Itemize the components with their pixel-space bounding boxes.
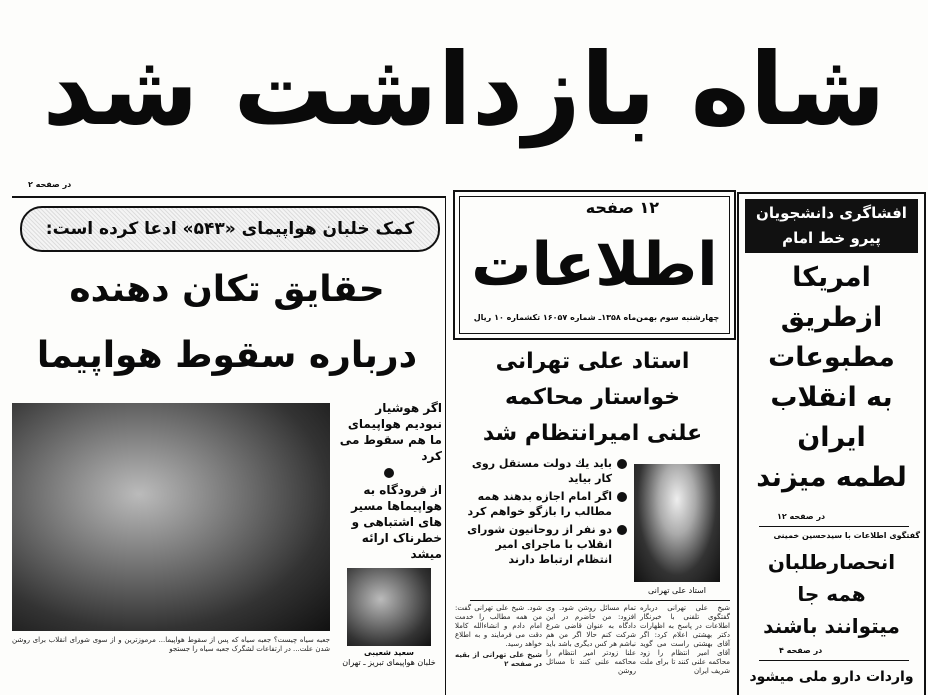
newspaper-logo: اطلاعات xyxy=(471,230,718,300)
page-count: ۱۲ صفحه xyxy=(585,198,659,217)
interview-kicker: گفتگوی اطلاعات با سیدحسین خمینی xyxy=(773,531,920,540)
main-headline: شاه بازداشت شد xyxy=(42,31,886,148)
cleric-photo-caption: استاد علی تهرانی xyxy=(648,586,706,595)
story-subheadline: درباره سقوط هواپیما xyxy=(36,335,418,376)
dateline: چهارشنبه سوم بهمن‌ماه ۱۳۵۸ـ شماره ۱۶۰۵۷ تکشماره ۱۰ ریال xyxy=(473,313,720,322)
headline-line: ایران xyxy=(797,422,866,453)
right-banner: افشاگری دانشجویان پیرو خط امام xyxy=(745,199,918,253)
portrait-photo xyxy=(347,568,431,646)
right-column xyxy=(737,192,926,695)
side-column xyxy=(336,400,442,668)
headline-line: استاد علی تهرانی xyxy=(495,349,690,374)
pilot-photo xyxy=(12,403,330,631)
headline-line: ازطریق xyxy=(780,302,883,333)
bullet-item: اگر امام اجازه بدهند همه مطالب را بازگو خواهم کرد xyxy=(458,489,628,519)
right-headline xyxy=(739,258,924,498)
headline-line: انحصارطلبان xyxy=(767,550,896,574)
center-headline xyxy=(450,344,735,452)
divider xyxy=(470,600,730,601)
headline-line: امریکا xyxy=(792,262,871,293)
headline-line: میتوانند باشند xyxy=(763,614,900,638)
text-column-3 xyxy=(455,604,542,669)
continued-note: شیخ علی تهرانی از بقیه در صفحه ۲ xyxy=(455,651,542,668)
portrait-role: خلبان هواپیمای تبریز ـ تهران xyxy=(342,658,436,667)
text-column: تمام مسائل روشن شود. وی افزود: من حاضرم در این دادگاه به عنوان قاضی شرع شرکت کنم حالا اگر من هم نباشم هر کس دیگری باشد باید علنا زودتر امیر انتظام را محاکمه علنی کنند تا مسائل روشن xyxy=(546,604,636,675)
page-reference: در صفحه ۴ xyxy=(779,646,823,655)
page-reference: در صفحه ۲ xyxy=(28,180,72,189)
bullet-icon xyxy=(384,468,394,478)
headline-line: همه جا xyxy=(797,582,866,606)
headline-line: به انقلاب xyxy=(770,382,893,413)
headline-line: مطبوعات xyxy=(768,342,895,373)
bullet-item: باید یك دولت مستقل روی کار بیاید xyxy=(458,456,628,486)
right-headline-3: واردات دارو ملی میشود xyxy=(749,669,914,685)
bullet-item: دو نفر از روحانیون شورای انقلاب با ماجرای امیر انتظام ارتباط دارند xyxy=(458,522,628,567)
headline-line: لطمه میزند xyxy=(756,462,907,493)
story-banner: کمک خلبان هواپیمای «۵۴۳» ادعا کرده است: xyxy=(20,206,440,252)
headline-line: خواستار محاکمه xyxy=(504,385,680,410)
divider xyxy=(759,660,909,661)
cleric-photo xyxy=(634,464,720,582)
text-column: شیخ علی تهرانی درباره گفتگوی تلفنی با خبرنگار اطلاعات در پاسخ به اظهارات دکتر بهشتی اعلام کرد: اگر آقای بهشتی راست می گوید آقای امیر انتظام را زود محاکمه علنی کنند تا برای ملت شریف ایران xyxy=(640,604,730,675)
bullet-list xyxy=(458,456,628,570)
portrait-name: سعید شعیبی xyxy=(363,648,415,657)
left-story xyxy=(12,196,446,695)
headline-line: علنی امیرانتظام شد xyxy=(482,421,703,446)
masthead xyxy=(453,190,736,340)
side-quote-2: از فرودگاه به هواپیماها مسیر های اشتباهی و خطرناک ارائه میشد xyxy=(351,483,442,561)
right-headline-2 xyxy=(739,546,924,642)
text-column: شود. شیخ علی تهرانی گفت: من همه مطالب را خدمت امام دادم و انشاءالله کاملا دقت می فرمایند و به اطلاع خواهد رسید. xyxy=(455,604,542,648)
divider xyxy=(759,526,909,527)
story-headline: حقایق تکان دهنده xyxy=(69,269,385,310)
side-quote-1: اگر هوشیار نبودیم هواپیمای ما هم سقوط می کرد xyxy=(339,401,442,463)
photo-caption: جعبه سیاه چیست؟ جعبه سیاه که پس از سقوط هواپیما... مرموزترین و از سوی شورای انقلاب برای روشن شدن علت... در ارتفاعات لشگرک جعبه سیاه را جستجو xyxy=(12,636,330,653)
page-reference: در صفحه ۱۲ xyxy=(777,512,826,521)
